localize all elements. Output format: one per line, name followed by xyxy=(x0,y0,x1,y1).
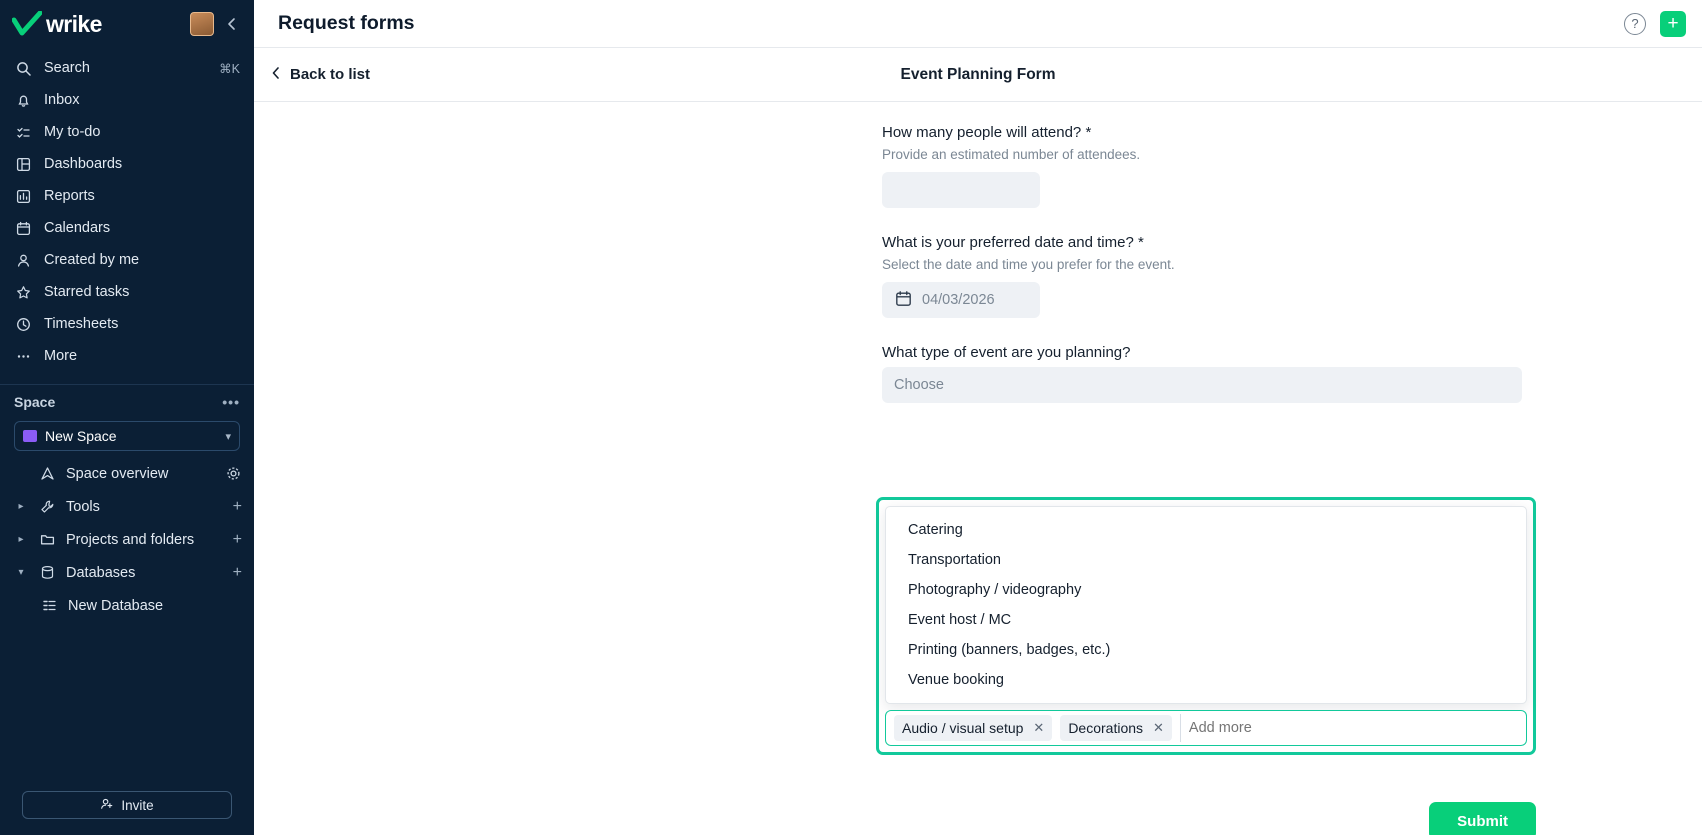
clock-icon xyxy=(14,315,32,333)
wrike-logo-icon xyxy=(12,11,42,37)
submit-button[interactable]: Submit xyxy=(1429,802,1536,835)
space-overview-icon xyxy=(38,465,56,483)
chevron-left-icon xyxy=(270,66,282,83)
sidebar-item-search[interactable] xyxy=(0,52,254,84)
add-user-icon xyxy=(100,797,114,814)
checklist-icon xyxy=(14,123,32,141)
dropdown-option[interactable]: Catering xyxy=(908,522,963,538)
space-selector[interactable] xyxy=(14,421,240,451)
token-label: Decorations xyxy=(1068,720,1144,736)
event-type-select[interactable] xyxy=(882,367,1522,403)
add-tool-icon[interactable]: + xyxy=(232,497,242,515)
search-shortcut: ⌘K xyxy=(219,61,240,76)
calendar-icon xyxy=(14,219,32,237)
sidebar-item-label: Tools xyxy=(66,498,100,515)
sidebar-item-calendars[interactable] xyxy=(0,212,254,244)
sidebar-item-label: Inbox xyxy=(44,92,80,108)
sidebar-item-reports[interactable] xyxy=(0,180,254,212)
chevron-down-icon: ▾ xyxy=(225,430,231,443)
add-project-icon[interactable]: + xyxy=(232,530,242,548)
dropdown-option[interactable]: Venue booking xyxy=(908,672,1004,688)
create-new-button[interactable]: + xyxy=(1660,11,1686,37)
event-type-placeholder: Choose xyxy=(894,377,944,393)
dropdown-option[interactable]: Event host / MC xyxy=(908,612,1012,628)
field-attendees xyxy=(882,124,1522,208)
bell-icon xyxy=(14,91,32,109)
form-subheader xyxy=(254,48,1702,102)
sidebar-item-label: Search xyxy=(44,60,90,76)
sidebar-item-databases[interactable] xyxy=(0,556,254,589)
dropdown-option[interactable]: Transportation xyxy=(908,552,1001,568)
back-to-list-label: Back to list xyxy=(290,66,371,83)
wrike-wordmark: wrike xyxy=(46,10,102,37)
folder-icon xyxy=(38,531,56,549)
field-preferred-date xyxy=(882,234,1522,318)
space-options-icon[interactable]: ••• xyxy=(222,394,240,410)
sidebar-footer xyxy=(0,781,254,835)
sidebar-item-more[interactable] xyxy=(0,340,254,372)
sidebar-item-space-overview[interactable] xyxy=(0,457,254,490)
dropdown-option[interactable]: Printing (banners, badges, etc.) xyxy=(908,642,1111,658)
sidebar-item-label: Dashboards xyxy=(44,156,123,172)
token-label: Audio / visual setup xyxy=(902,720,1024,736)
tree-twisty-icon[interactable]: ▾ xyxy=(18,567,24,578)
calendar-icon xyxy=(895,290,912,311)
add-more-input[interactable] xyxy=(1180,714,1518,742)
tree-twisty-icon[interactable]: ▸ xyxy=(18,501,24,512)
report-icon xyxy=(14,187,32,205)
sidebar-item-starred-tasks[interactable] xyxy=(0,276,254,308)
wrike-logo[interactable] xyxy=(12,11,182,38)
sidebar-item-dashboards[interactable] xyxy=(0,148,254,180)
sidebar-item-label: New Database xyxy=(68,597,164,614)
dropdown-options-panel xyxy=(885,506,1527,704)
sidebar-item-label: Starred tasks xyxy=(44,284,130,300)
sidebar-item-label: Projects and folders xyxy=(66,531,195,548)
close-icon[interactable]: ✕ xyxy=(1033,720,1045,735)
sidebar-item-my-to-do[interactable] xyxy=(0,116,254,148)
field-label: What is your preferred date and time? * xyxy=(882,234,1144,251)
dropdown-option[interactable]: Photography / videography xyxy=(908,582,1082,598)
sidebar-item-label: Databases xyxy=(66,564,136,581)
space-section-label: Space xyxy=(14,394,56,410)
topbar xyxy=(254,0,1702,48)
add-database-icon[interactable]: + xyxy=(232,563,242,581)
form-title: Event Planning Form xyxy=(900,65,1056,83)
dashboard-icon xyxy=(14,155,32,173)
selected-token[interactable] xyxy=(1060,715,1172,741)
main-area xyxy=(254,0,1702,835)
sidebar-item-tools[interactable] xyxy=(0,490,254,523)
sidebar-tree xyxy=(0,457,254,622)
preferred-date-value: 04/03/2026 xyxy=(922,292,995,308)
sidebar-item-label: Space overview xyxy=(66,465,169,482)
sidebar-item-label: Calendars xyxy=(44,220,111,236)
multiselect-dropdown-highlight xyxy=(876,497,1536,755)
field-label: What type of event are you planning? xyxy=(882,344,1131,361)
field-label: How many people will attend? * xyxy=(882,124,1092,141)
avatar[interactable] xyxy=(190,12,214,36)
databases-icon xyxy=(38,564,56,582)
sidebar-item-inbox[interactable] xyxy=(0,84,254,116)
collapse-sidebar-icon[interactable] xyxy=(222,14,242,34)
form-content xyxy=(254,102,1702,835)
field-event-type xyxy=(882,344,1522,403)
selected-token[interactable] xyxy=(894,715,1052,741)
help-icon[interactable]: ? xyxy=(1624,13,1646,35)
sidebar-header xyxy=(0,0,254,48)
topbar-actions xyxy=(1624,11,1686,37)
selected-tokens-input[interactable] xyxy=(885,710,1527,746)
field-hint: Provide an estimated number of attendees. xyxy=(882,147,1141,162)
user-icon xyxy=(14,251,32,269)
space-section-header xyxy=(0,385,254,419)
sidebar-item-created-by-me[interactable] xyxy=(0,244,254,276)
back-to-list-button[interactable] xyxy=(270,66,370,83)
sidebar-item-label: Timesheets xyxy=(44,316,119,332)
sidebar-item-new-database[interactable] xyxy=(0,589,254,622)
page-title: Request forms xyxy=(278,12,415,34)
preferred-date-input[interactable] xyxy=(882,282,1040,318)
invite-label: Invite xyxy=(121,797,154,813)
database-icon xyxy=(40,597,58,615)
sidebar-item-label: More xyxy=(44,348,78,364)
attendees-input[interactable] xyxy=(882,172,1040,208)
sidebar xyxy=(0,0,254,835)
sidebar-item-label: Reports xyxy=(44,188,95,204)
sidebar-item-label: My to-do xyxy=(44,124,101,140)
tools-icon xyxy=(38,498,56,516)
sidebar-nav xyxy=(0,48,254,372)
search-icon xyxy=(14,59,32,77)
gear-icon[interactable] xyxy=(224,465,242,483)
close-icon[interactable]: ✕ xyxy=(1153,720,1164,735)
space-color-swatch xyxy=(23,430,37,442)
form-fields xyxy=(882,124,1522,403)
sidebar-item-label: Created by me xyxy=(44,252,140,268)
submit-row xyxy=(876,802,1536,835)
ellipsis-icon xyxy=(14,347,32,365)
tree-twisty-icon[interactable]: ▸ xyxy=(18,534,24,545)
space-selector-label: New Space xyxy=(45,428,117,444)
sidebar-item-projects-and-folders[interactable] xyxy=(0,523,254,556)
field-hint: Select the date and time you prefer for the event. xyxy=(882,257,1175,272)
sidebar-item-timesheets[interactable] xyxy=(0,308,254,340)
star-icon xyxy=(14,283,32,301)
invite-button[interactable] xyxy=(22,791,232,819)
